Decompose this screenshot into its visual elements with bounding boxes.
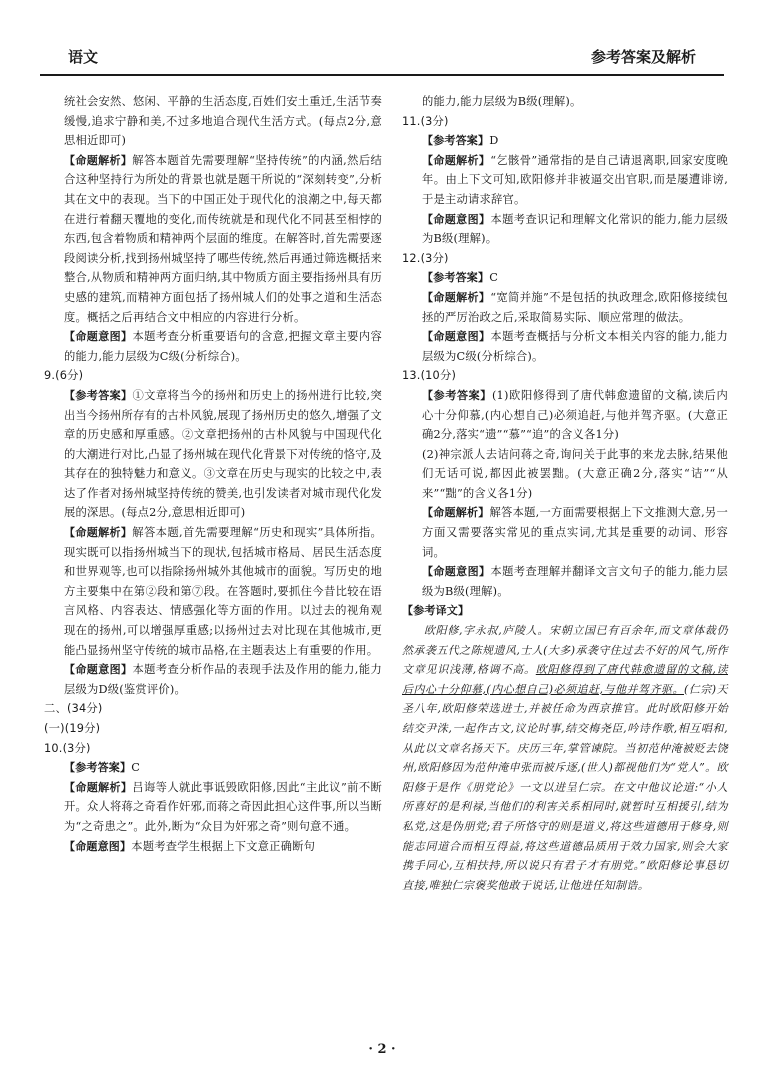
question-number: 10.(3分) <box>44 741 91 755</box>
paragraph-text: (1)欧阳修得到了唐代韩愈遗留的文稿,读后内心十分仰慕,(内心想自己)必须追赶,与他并驾齐驱。(大意正确2分,落实“遗”“慕”“追”的含义各1分) <box>422 388 728 442</box>
answer-paragraph <box>44 386 382 523</box>
answer-paragraph <box>402 131 728 151</box>
paragraph-text: 本题考查分析重要语句的含意,把握文章主要内容的能力,能力层级为C级(分析综合)。 <box>64 330 382 363</box>
text-paragraph: (2)神宗派人去诘问蒋之奇,询问关于此事的来龙去脉,结果他们无话可说,都因此被罢黜。(大意正确2分,落实“诘”“从来”“黜”的含义各1分) <box>422 447 728 500</box>
paragraph-text: 解答本题,一方面需要根据上下文推测大意,另一方面又需要落实常见的重点实词,尤其是重要的动词、形容词。 <box>422 506 728 559</box>
section-title: 参考答案及解析 <box>590 48 696 66</box>
translation-paragraph <box>402 621 728 895</box>
answer-paragraph <box>44 778 382 837</box>
section-tag: 【参考答案】 <box>64 388 133 402</box>
answer-paragraph <box>44 660 382 699</box>
translation-text-2: (仁宗)天圣八年,欧阳修荣选进士,并被任命为西京推官。此时欧阳修开始结交尹洙,一起作古文,议论时事,结交梅尧臣,吟诗作歌,相互唱和,从此以文章名扬天下。庆历三年,掌管谏院。当初范仲淹被贬去饶州,欧阳修因为范仲淹申张而被斥逐,(世人)都视他们为“党人”。欧阳修于是作《朋党论》一文以进呈仁宗。在文中他议论道:“小人所喜好的是利禄,当他们的利害关系相同时,就暂时互相援引,结为私党,这是伪朋党;君子所恪守的则是道义,将这些道德用于修身,则能志同道合而相互得益,将这些道德品质用于效力国家,则会大家携手同心,互相扶持,所以说只有君子才有朋党。”欧阳修论事恳切直接,唯独仁宗褒奖他敢于说话,让他进任知制诰。 <box>402 682 729 892</box>
paragraph-text: C <box>131 761 141 775</box>
answer-paragraph <box>402 386 728 445</box>
section-tag: 【命题解析】 <box>64 153 133 167</box>
section-tag: 【参考答案】 <box>422 388 492 402</box>
section-tag: 【命题解析】 <box>64 780 133 794</box>
question-number: 11.(3分) <box>402 114 449 128</box>
answer-paragraph <box>402 327 728 366</box>
right-items <box>402 92 728 601</box>
section-tag: 【命题解析】 <box>64 526 133 540</box>
section-tag: 【命题解析】 <box>422 290 491 304</box>
paragraph-text: “宽简并施”不是包括的执政理念,欧阳修接续包拯的严厉治政之后,采取简易实际、顺应常理的做法。 <box>422 290 729 324</box>
answer-paragraph <box>44 523 382 660</box>
paragraph-text: 本题考查理解并翻译文言文句子的能力,能力层级为B级(理解)。 <box>422 565 728 598</box>
paragraph-text: 解答本题,首先需要理解“历史和现实”具体所指。现实既可以指扬州城当下的现状,包括城市格局、居民生活态度和世界观等,也可以指除扬州城外其他城市的面貌。写历史的地方主要集中在第②段和第⑦段。在答题时,要抓住今昔比较在语言风格、内容表达、情感强化等方面的作用。以过去的视角观现在的扬州,可以增强厚重感;以扬州过去对比现在其他城市,更能凸显扬州坚守传统的城市品格,在主题表达上有重要的作用。 <box>64 526 382 657</box>
paragraph-text: 本题考查学生根据上下文意正确断句 <box>131 839 316 853</box>
answer-paragraph <box>44 327 382 366</box>
paragraph-text: 本题考查概括与分析文本相关内容的能力,能力层级为C级(分析综合)。 <box>422 330 728 363</box>
answer-paragraph <box>402 268 728 288</box>
paragraph-text: 吕诲等人就此事诋毁欧阳修,因此“主此议”前不断开。众人将蒋之奇看作奸邪,而蒋之奇因此担心这件事,所以当断为“之奇患之”。此外,断为“众目为奸邪之奇”则句意不通。 <box>64 780 383 833</box>
paragraph-text: 本题考查识记和理解文化常识的能力,能力层级为B级(理解)。 <box>422 212 728 246</box>
paragraph-text: 解答本题首先需要理解“坚持传统”的内涵,然后结合这种坚持行为所处的背景也就是题干所说的“深刻转变”,分析其在文中的表现。当下的中国正处于现代化的浪潮之中,每天都在进行着翻天覆地的变化,而传统就是和现代化不同甚至相悖的东西,包含着物质和精神两个层面的维度。在解答时,首先需要逐段阅读分析,找到扬州城坚持了哪些传统,然后再通过筛选概括来整合,从物质和精神两方面归纳,其中物质方面主要指扬州具有历史感的建筑,而精神方面包括了扬州城人们的处事之道和生活态度。概括之后再结合文中相应的内容进行分析。 <box>64 153 383 324</box>
section-tag: 【参考答案】 <box>422 134 490 148</box>
text-paragraph: 统社会安然、悠闲、平静的生活态度,百姓们安土重迁,生活节奏缓慢,追求宁静和美,不过多地追合现代生活方式。(每点2分,意思相近即可) <box>64 95 383 148</box>
answer-paragraph <box>402 210 728 249</box>
section-tag: 【命题解析】 <box>422 153 491 167</box>
text-paragraph: 的能力,能力层级为B级(理解)。 <box>422 95 582 108</box>
section-tag: 【命题意图】 <box>64 839 132 853</box>
section-tag: 【命题意图】 <box>64 330 133 344</box>
translation-heading: 【参考译文】 <box>402 604 470 618</box>
paragraph-text: ①文章将当今的扬州和历史上的扬州进行比较,突出当今扬州所存有的古朴风貌,展现了扬州历史的悠久,增强了文章的历史感和厚重感。②文章把扬州的古朴风貌与中国现代化的大潮进行对比,凸显了扬州城在现代化背景下对传统的恪守,及其存在的独特魅力和意义。③文章在历史与现实的比较之中,表达了作者对扬州城坚持传统的赞美,也引发读者对城市现代化发展的深思。(每点2分,意思相近即可) <box>64 388 383 520</box>
question-number: 9.(6分) <box>44 369 84 383</box>
answer-paragraph <box>402 151 728 210</box>
translation-text-1: 欧阳修,字永叔,庐陵人。宋朝立国已有百余年,而文章体裁仍然承袭五代之陈规遗风,士人(大多)承袭守住过去不好的风气,所作文章见识浅薄,格调不高。 <box>402 624 728 677</box>
section-tag: 【命题意图】 <box>422 330 491 344</box>
answer-paragraph <box>402 562 728 601</box>
paragraph-text: D <box>489 134 499 148</box>
answer-paragraph <box>44 837 382 857</box>
subject-label: 语文 <box>68 48 99 66</box>
translation-underlined: 欧阳修得到了唐代韩愈遗留的文稿,读后内心十分仰慕,(内心想自己)必须追赶,与他并驾齐驱。 <box>402 663 729 696</box>
right-column <box>402 92 728 895</box>
question-number: (一)(19分) <box>44 722 101 735</box>
section-tag: 【命题意图】 <box>422 212 491 226</box>
section-tag: 【命题意图】 <box>422 565 491 579</box>
section-tag: 【参考答案】 <box>64 761 132 775</box>
left-column <box>44 92 382 856</box>
question-number: 二、(34分) <box>44 702 103 716</box>
answer-paragraph <box>402 503 728 562</box>
paragraph-text: “乞骸骨”通常指的是自己请退离职,回家安度晚年。由上下文可知,欧阳修并非被逼交出官职,而是屡遭诽谤,于是主动请求辞官。 <box>422 153 729 206</box>
section-tag: 【命题意图】 <box>64 663 133 677</box>
answer-paragraph <box>44 151 382 327</box>
reference-translation <box>402 621 728 895</box>
section-tag: 【命题解析】 <box>422 506 490 520</box>
answer-paragraph <box>402 288 728 327</box>
answer-paragraph <box>44 758 382 778</box>
page-header <box>40 46 724 72</box>
question-number: 13.(10分) <box>402 369 457 383</box>
question-number: 12.(3分) <box>402 251 449 265</box>
header-rule <box>40 74 724 76</box>
page-number: · 2 · <box>368 1042 396 1057</box>
paragraph-text: C <box>489 271 499 285</box>
section-tag: 【参考答案】 <box>422 271 490 285</box>
paragraph-text: 本题考查分析作品的表现手法及作用的能力,能力层级为D级(鉴赏评价)。 <box>64 663 382 696</box>
